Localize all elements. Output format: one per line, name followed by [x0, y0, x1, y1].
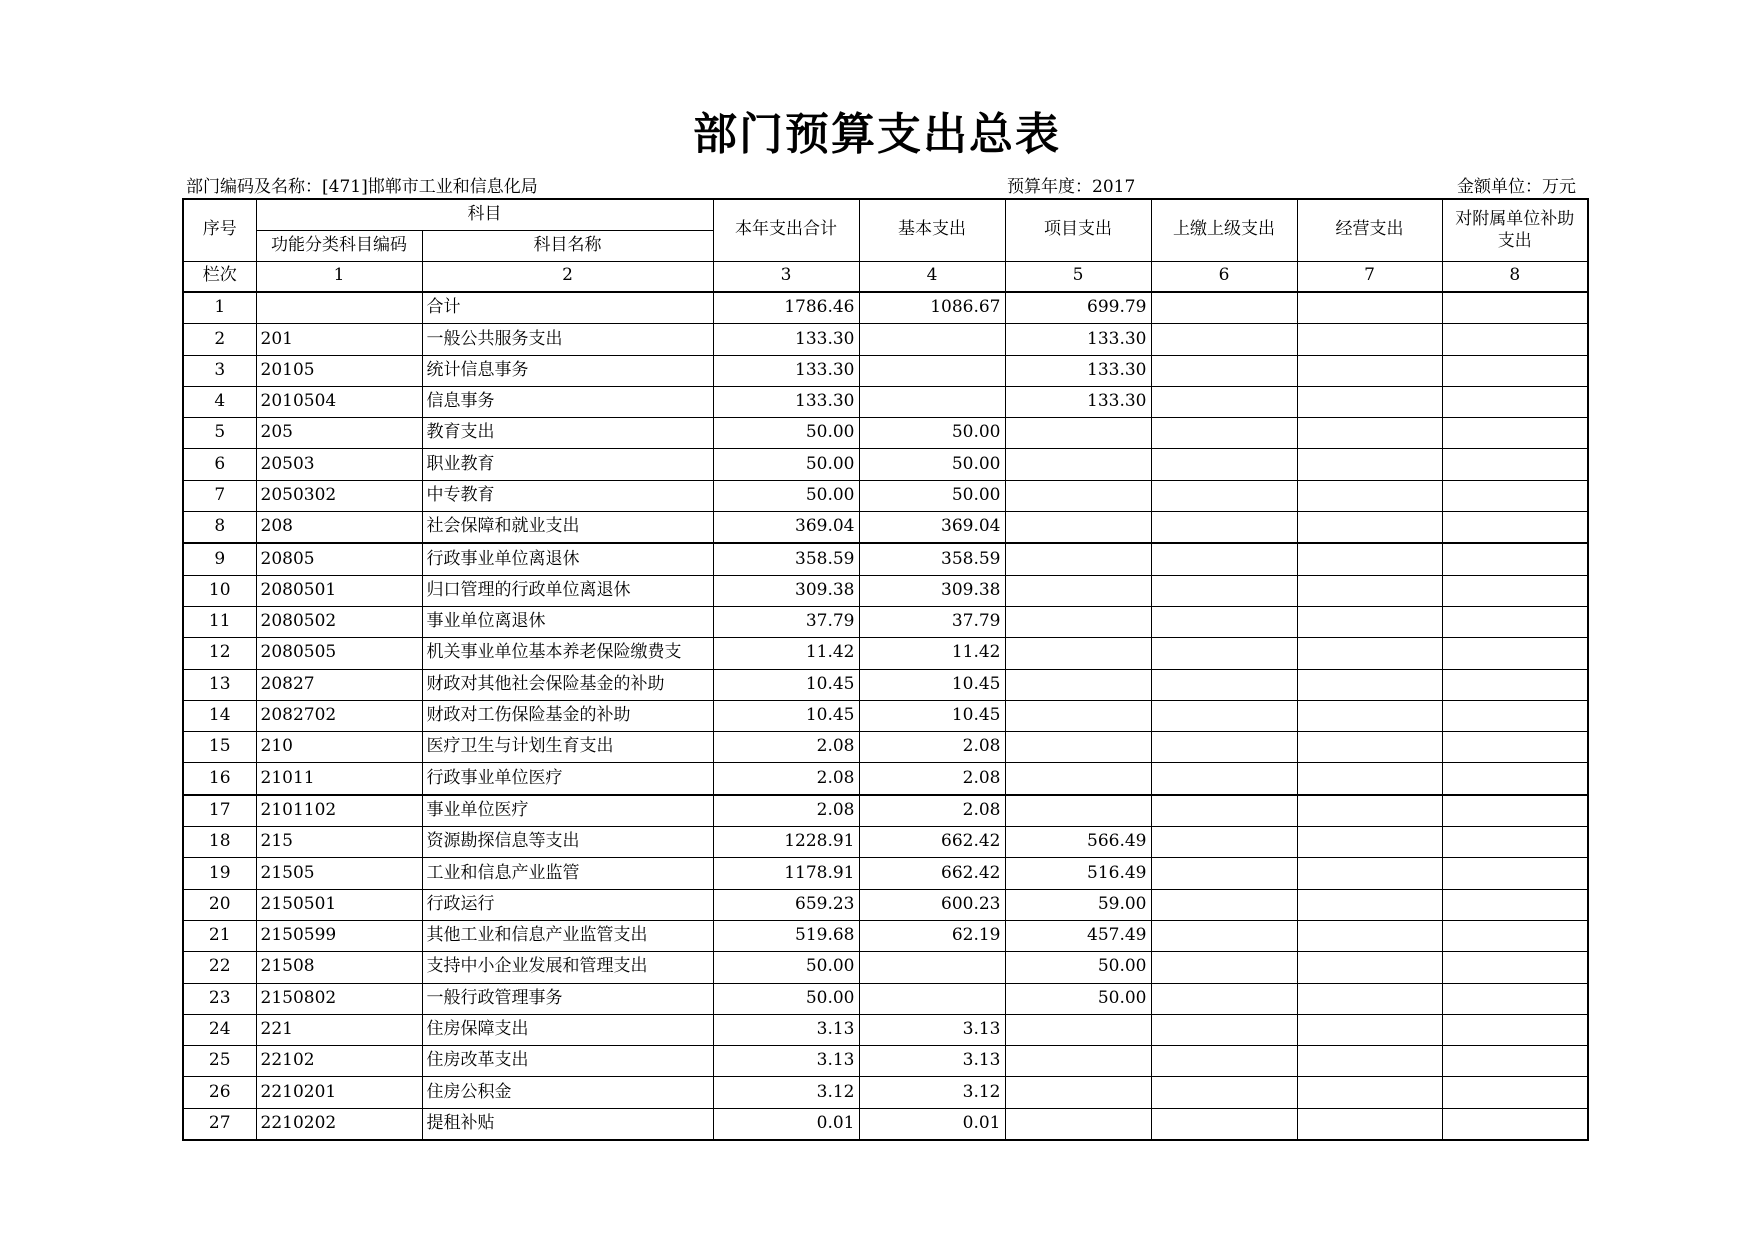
basic-cell: 1086.67 — [859, 292, 1005, 324]
row-seq-cell: 20 — [183, 889, 256, 920]
header-upper: 上缴上级支出 — [1151, 199, 1297, 261]
index-cell: 7 — [1297, 261, 1442, 292]
table-row — [183, 858, 1588, 889]
table-row — [183, 827, 1588, 858]
row-seq-cell: 26 — [183, 1077, 256, 1108]
header-row-1 — [183, 199, 1588, 230]
project-cell — [1005, 480, 1151, 511]
upper-cell — [1151, 700, 1297, 731]
business-cell — [1297, 952, 1442, 983]
subject-code-cell: 2080502 — [256, 606, 422, 637]
upper-cell — [1151, 386, 1297, 417]
basic-cell: 309.38 — [859, 575, 1005, 606]
upper-cell — [1151, 543, 1297, 575]
business-cell — [1297, 480, 1442, 511]
table-row — [183, 889, 1588, 920]
total-cell: 133.30 — [713, 324, 859, 355]
subject-name-cell: 行政运行 — [422, 889, 713, 920]
basic-cell: 50.00 — [859, 480, 1005, 511]
upper-cell — [1151, 480, 1297, 511]
table-row — [183, 795, 1588, 827]
subject-code-cell: 201 — [256, 324, 422, 355]
total-cell: 1228.91 — [713, 827, 859, 858]
project-cell — [1005, 449, 1151, 480]
table-row — [183, 1046, 1588, 1077]
total-cell: 1786.46 — [713, 292, 859, 324]
subsidy-cell — [1442, 732, 1588, 763]
business-cell — [1297, 449, 1442, 480]
basic-cell: 3.13 — [859, 1014, 1005, 1045]
table-row — [183, 543, 1588, 575]
subject-name-cell: 住房公积金 — [422, 1077, 713, 1108]
business-cell — [1297, 512, 1442, 544]
business-cell — [1297, 827, 1442, 858]
subject-name-cell: 提租补贴 — [422, 1108, 713, 1140]
table-body — [183, 292, 1588, 1140]
subject-code-cell: 21011 — [256, 763, 422, 795]
total-cell: 3.13 — [713, 1046, 859, 1077]
business-cell — [1297, 292, 1442, 324]
project-cell: 50.00 — [1005, 952, 1151, 983]
subject-code-cell: 22102 — [256, 1046, 422, 1077]
table-row — [183, 983, 1588, 1014]
upper-cell — [1151, 1014, 1297, 1045]
basic-cell: 62.19 — [859, 920, 1005, 951]
project-cell: 59.00 — [1005, 889, 1151, 920]
index-row — [183, 261, 1588, 292]
basic-cell: 600.23 — [859, 889, 1005, 920]
project-cell — [1005, 700, 1151, 731]
subsidy-cell — [1442, 983, 1588, 1014]
header-project: 项目支出 — [1005, 199, 1151, 261]
upper-cell — [1151, 606, 1297, 637]
subsidy-cell — [1442, 418, 1588, 449]
basic-cell: 2.08 — [859, 732, 1005, 763]
subject-code-cell: 2210202 — [256, 1108, 422, 1140]
subject-code-cell: 2150501 — [256, 889, 422, 920]
subject-name-cell: 教育支出 — [422, 418, 713, 449]
business-cell — [1297, 386, 1442, 417]
basic-cell — [859, 355, 1005, 386]
index-cell: 5 — [1005, 261, 1151, 292]
subject-code-cell: 215 — [256, 827, 422, 858]
total-cell: 369.04 — [713, 512, 859, 544]
business-cell — [1297, 920, 1442, 951]
subject-code-cell: 2150802 — [256, 983, 422, 1014]
upper-cell — [1151, 355, 1297, 386]
subsidy-cell — [1442, 1108, 1588, 1140]
subject-name-cell: 中专教育 — [422, 480, 713, 511]
table-row — [183, 355, 1588, 386]
subject-code-cell: 21505 — [256, 858, 422, 889]
total-cell: 50.00 — [713, 449, 859, 480]
upper-cell — [1151, 1046, 1297, 1077]
upper-cell — [1151, 418, 1297, 449]
row-seq-cell: 4 — [183, 386, 256, 417]
upper-cell — [1151, 763, 1297, 795]
row-seq-cell: 21 — [183, 920, 256, 951]
table-row — [183, 449, 1588, 480]
business-cell — [1297, 858, 1442, 889]
subject-name-cell: 统计信息事务 — [422, 355, 713, 386]
subsidy-cell — [1442, 606, 1588, 637]
basic-cell: 37.79 — [859, 606, 1005, 637]
total-cell: 519.68 — [713, 920, 859, 951]
project-cell — [1005, 418, 1151, 449]
project-cell — [1005, 1014, 1151, 1045]
row-seq-cell: 3 — [183, 355, 256, 386]
header-name: 科目名称 — [422, 230, 713, 261]
total-cell: 358.59 — [713, 543, 859, 575]
basic-cell: 2.08 — [859, 763, 1005, 795]
total-cell: 3.13 — [713, 1014, 859, 1045]
project-cell — [1005, 1108, 1151, 1140]
header-subject: 科目 — [256, 199, 713, 230]
basic-cell: 3.12 — [859, 1077, 1005, 1108]
subject-code-cell: 2150599 — [256, 920, 422, 951]
row-seq-cell: 13 — [183, 669, 256, 700]
business-cell — [1297, 795, 1442, 827]
row-seq-cell: 25 — [183, 1046, 256, 1077]
table-row — [183, 386, 1588, 417]
subject-code-cell: 20105 — [256, 355, 422, 386]
upper-cell — [1151, 952, 1297, 983]
table-row — [183, 606, 1588, 637]
total-cell: 50.00 — [713, 952, 859, 983]
subject-code-cell: 221 — [256, 1014, 422, 1045]
index-cell: 3 — [713, 261, 859, 292]
business-cell — [1297, 1046, 1442, 1077]
row-seq-cell: 6 — [183, 449, 256, 480]
basic-cell: 662.42 — [859, 858, 1005, 889]
upper-cell — [1151, 795, 1297, 827]
subject-code-cell: 2082702 — [256, 700, 422, 731]
business-cell — [1297, 638, 1442, 669]
subsidy-cell — [1442, 952, 1588, 983]
subject-code-cell: 2101102 — [256, 795, 422, 827]
project-cell: 133.30 — [1005, 324, 1151, 355]
budget-expenditure-table — [182, 198, 1589, 1141]
subject-name-cell: 一般行政管理事务 — [422, 983, 713, 1014]
table-row — [183, 700, 1588, 731]
business-cell — [1297, 324, 1442, 355]
business-cell — [1297, 543, 1442, 575]
subsidy-cell — [1442, 1046, 1588, 1077]
subsidy-cell — [1442, 575, 1588, 606]
project-cell — [1005, 732, 1151, 763]
subsidy-cell — [1442, 920, 1588, 951]
table-row — [183, 480, 1588, 511]
subject-name-cell: 资源勘探信息等支出 — [422, 827, 713, 858]
basic-cell — [859, 983, 1005, 1014]
row-seq-cell: 5 — [183, 418, 256, 449]
subject-name-cell: 机关事业单位基本养老保险缴费支 — [422, 638, 713, 669]
header-code: 功能分类科目编码 — [256, 230, 422, 261]
upper-cell — [1151, 1077, 1297, 1108]
subject-name-cell: 合计 — [422, 292, 713, 324]
total-cell: 50.00 — [713, 418, 859, 449]
project-cell: 50.00 — [1005, 983, 1151, 1014]
subject-name-cell: 支持中小企业发展和管理支出 — [422, 952, 713, 983]
basic-cell: 11.42 — [859, 638, 1005, 669]
project-cell — [1005, 669, 1151, 700]
subsidy-cell — [1442, 324, 1588, 355]
business-cell — [1297, 575, 1442, 606]
table-row — [183, 952, 1588, 983]
upper-cell — [1151, 669, 1297, 700]
basic-cell: 50.00 — [859, 449, 1005, 480]
project-cell: 133.30 — [1005, 355, 1151, 386]
total-cell: 50.00 — [713, 983, 859, 1014]
row-seq-cell: 14 — [183, 700, 256, 731]
total-cell: 3.12 — [713, 1077, 859, 1108]
subject-name-cell: 归口管理的行政单位离退休 — [422, 575, 713, 606]
business-cell — [1297, 355, 1442, 386]
total-cell: 1178.91 — [713, 858, 859, 889]
subject-name-cell: 医疗卫生与计划生育支出 — [422, 732, 713, 763]
basic-cell: 50.00 — [859, 418, 1005, 449]
project-cell: 457.49 — [1005, 920, 1151, 951]
row-seq-cell: 18 — [183, 827, 256, 858]
row-seq-cell: 2 — [183, 324, 256, 355]
subject-name-cell: 信息事务 — [422, 386, 713, 417]
project-cell — [1005, 512, 1151, 544]
project-cell: 133.30 — [1005, 386, 1151, 417]
upper-cell — [1151, 638, 1297, 669]
row-seq-cell: 12 — [183, 638, 256, 669]
row-seq-cell: 16 — [183, 763, 256, 795]
basic-cell: 0.01 — [859, 1108, 1005, 1140]
basic-cell: 10.45 — [859, 669, 1005, 700]
subject-name-cell: 行政事业单位离退休 — [422, 543, 713, 575]
subsidy-cell — [1442, 480, 1588, 511]
subsidy-cell — [1442, 543, 1588, 575]
upper-cell — [1151, 292, 1297, 324]
subsidy-cell — [1442, 827, 1588, 858]
index-cell: 2 — [422, 261, 713, 292]
project-cell — [1005, 1046, 1151, 1077]
subject-code-cell: 2010504 — [256, 386, 422, 417]
table-row — [183, 292, 1588, 324]
total-cell: 10.45 — [713, 700, 859, 731]
subject-code-cell: 21508 — [256, 952, 422, 983]
project-cell — [1005, 795, 1151, 827]
table-row — [183, 575, 1588, 606]
subject-code-cell: 2080505 — [256, 638, 422, 669]
project-cell — [1005, 543, 1151, 575]
row-seq-cell: 9 — [183, 543, 256, 575]
table-row — [183, 920, 1588, 951]
row-seq-cell: 10 — [183, 575, 256, 606]
business-cell — [1297, 1014, 1442, 1045]
project-cell: 699.79 — [1005, 292, 1151, 324]
subject-name-cell: 行政事业单位医疗 — [422, 763, 713, 795]
subject-name-cell: 工业和信息产业监管 — [422, 858, 713, 889]
upper-cell — [1151, 512, 1297, 544]
upper-cell — [1151, 575, 1297, 606]
subject-name-cell: 财政对工伤保险基金的补助 — [422, 700, 713, 731]
table-row — [183, 512, 1588, 544]
subsidy-cell — [1442, 795, 1588, 827]
row-seq-cell: 15 — [183, 732, 256, 763]
subsidy-cell — [1442, 512, 1588, 544]
project-cell: 566.49 — [1005, 827, 1151, 858]
index-cell: 4 — [859, 261, 1005, 292]
subject-code-cell: 20827 — [256, 669, 422, 700]
upper-cell — [1151, 732, 1297, 763]
total-cell: 133.30 — [713, 386, 859, 417]
basic-cell: 3.13 — [859, 1046, 1005, 1077]
business-cell — [1297, 700, 1442, 731]
subsidy-cell — [1442, 386, 1588, 417]
subsidy-cell — [1442, 763, 1588, 795]
total-cell: 2.08 — [713, 763, 859, 795]
row-seq-cell: 1 — [183, 292, 256, 324]
subject-name-cell: 事业单位医疗 — [422, 795, 713, 827]
upper-cell — [1151, 983, 1297, 1014]
project-cell — [1005, 638, 1151, 669]
basic-cell — [859, 386, 1005, 417]
row-seq-cell: 11 — [183, 606, 256, 637]
business-cell — [1297, 418, 1442, 449]
index-cell: 1 — [256, 261, 422, 292]
business-cell — [1297, 1108, 1442, 1140]
index-cell: 8 — [1442, 261, 1588, 292]
index-cell: 6 — [1151, 261, 1297, 292]
page-title: 部门预算支出总表 — [693, 109, 1061, 160]
index-cell: 栏次 — [183, 261, 256, 292]
subject-name-cell: 社会保障和就业支出 — [422, 512, 713, 544]
basic-cell: 662.42 — [859, 827, 1005, 858]
subject-name-cell: 住房改革支出 — [422, 1046, 713, 1077]
total-cell: 2.08 — [713, 732, 859, 763]
subject-name-cell: 财政对其他社会保险基金的补助 — [422, 669, 713, 700]
subject-code-cell: 20805 — [256, 543, 422, 575]
table-row — [183, 763, 1588, 795]
header-total: 本年支出合计 — [713, 199, 859, 261]
upper-cell — [1151, 449, 1297, 480]
basic-cell — [859, 952, 1005, 983]
upper-cell — [1151, 920, 1297, 951]
business-cell — [1297, 606, 1442, 637]
table-row — [183, 1108, 1588, 1140]
subject-code-cell: 2210201 — [256, 1077, 422, 1108]
total-cell: 37.79 — [713, 606, 859, 637]
subsidy-cell — [1442, 858, 1588, 889]
basic-cell: 369.04 — [859, 512, 1005, 544]
project-cell — [1005, 763, 1151, 795]
subject-code-cell: 2050302 — [256, 480, 422, 511]
total-cell: 50.00 — [713, 480, 859, 511]
total-cell: 133.30 — [713, 355, 859, 386]
total-cell: 2.08 — [713, 795, 859, 827]
amount-unit-label: 金额单位：万元 — [1457, 177, 1576, 197]
business-cell — [1297, 983, 1442, 1014]
row-seq-cell: 8 — [183, 512, 256, 544]
subject-code-cell: 205 — [256, 418, 422, 449]
subject-code-cell: 210 — [256, 732, 422, 763]
row-seq-cell: 24 — [183, 1014, 256, 1045]
subject-code-cell: 2080501 — [256, 575, 422, 606]
subsidy-cell — [1442, 1077, 1588, 1108]
basic-cell: 2.08 — [859, 795, 1005, 827]
subsidy-cell — [1442, 355, 1588, 386]
subject-name-cell: 其他工业和信息产业监管支出 — [422, 920, 713, 951]
total-cell: 309.38 — [713, 575, 859, 606]
basic-cell — [859, 324, 1005, 355]
subsidy-cell — [1442, 292, 1588, 324]
table-row — [183, 638, 1588, 669]
total-cell: 10.45 — [713, 669, 859, 700]
business-cell — [1297, 1077, 1442, 1108]
subsidy-cell — [1442, 638, 1588, 669]
subsidy-cell — [1442, 1014, 1588, 1045]
subject-name-cell: 事业单位离退休 — [422, 606, 713, 637]
row-seq-cell: 22 — [183, 952, 256, 983]
upper-cell — [1151, 858, 1297, 889]
business-cell — [1297, 763, 1442, 795]
subject-code-cell: 208 — [256, 512, 422, 544]
project-cell — [1005, 575, 1151, 606]
row-seq-cell: 27 — [183, 1108, 256, 1140]
project-cell — [1005, 1077, 1151, 1108]
row-seq-cell: 19 — [183, 858, 256, 889]
table-row — [183, 669, 1588, 700]
business-cell — [1297, 669, 1442, 700]
table-row — [183, 324, 1588, 355]
table-row — [183, 732, 1588, 763]
subsidy-cell — [1442, 449, 1588, 480]
header-business: 经营支出 — [1297, 199, 1442, 261]
subsidy-cell — [1442, 669, 1588, 700]
upper-cell — [1151, 827, 1297, 858]
budget-year-label: 预算年度：2017 — [1007, 177, 1136, 197]
subject-name-cell: 一般公共服务支出 — [422, 324, 713, 355]
project-cell — [1005, 606, 1151, 637]
row-seq-cell: 23 — [183, 983, 256, 1014]
subject-code-cell — [256, 292, 422, 324]
subsidy-cell — [1442, 700, 1588, 731]
row-seq-cell: 17 — [183, 795, 256, 827]
header-seq: 序号 — [183, 199, 256, 261]
upper-cell — [1151, 324, 1297, 355]
row-seq-cell: 7 — [183, 480, 256, 511]
subject-name-cell: 职业教育 — [422, 449, 713, 480]
subject-name-cell: 住房保障支出 — [422, 1014, 713, 1045]
business-cell — [1297, 732, 1442, 763]
total-cell: 11.42 — [713, 638, 859, 669]
header-subsidy: 对附属单位补助支出 — [1442, 199, 1588, 261]
department-label: 部门编码及名称：[471]邯郸市工业和信息化局 — [186, 177, 538, 197]
table-row — [183, 418, 1588, 449]
subject-code-cell: 20503 — [256, 449, 422, 480]
total-cell: 659.23 — [713, 889, 859, 920]
basic-cell: 358.59 — [859, 543, 1005, 575]
header-basic: 基本支出 — [859, 199, 1005, 261]
table-row — [183, 1014, 1588, 1045]
table-row — [183, 1077, 1588, 1108]
basic-cell: 10.45 — [859, 700, 1005, 731]
upper-cell — [1151, 1108, 1297, 1140]
subsidy-cell — [1442, 889, 1588, 920]
total-cell: 0.01 — [713, 1108, 859, 1140]
business-cell — [1297, 889, 1442, 920]
upper-cell — [1151, 889, 1297, 920]
project-cell: 516.49 — [1005, 858, 1151, 889]
